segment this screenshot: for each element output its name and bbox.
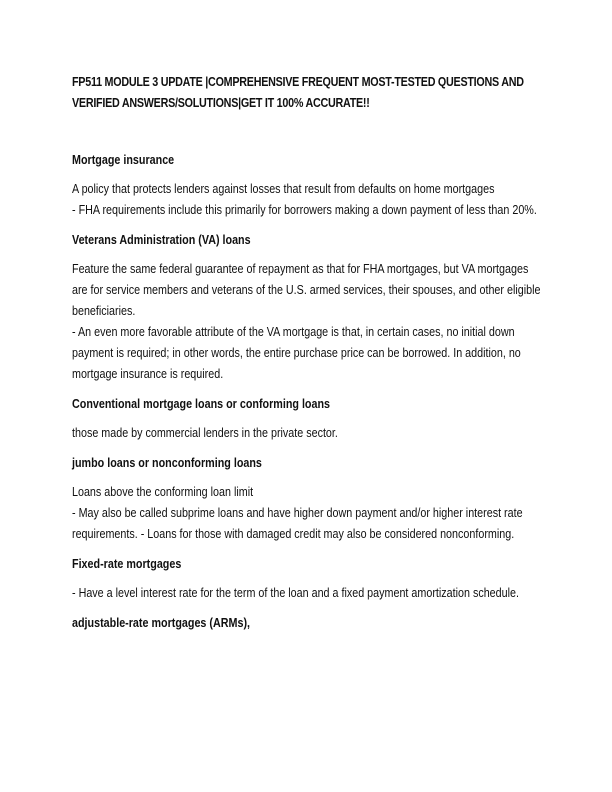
- term-heading: jumbo loans or nonconforming loans: [72, 456, 262, 470]
- term-heading: adjustable-rate mortgages (ARMs),: [72, 616, 251, 630]
- term-definition: Loans above the conforming loan limit - May also be called subprime loans and have higher down payment and/or higher interest rate requirements. - Loans for those with damaged credit may also be considered nonconforming.: [72, 485, 523, 541]
- entry-va-loans: [72, 230, 543, 385]
- flashcard-list: [72, 150, 543, 642]
- entry-fixed-rate-mortgages: [72, 554, 543, 604]
- entry-mortgage-insurance: [72, 150, 543, 221]
- term-heading: Fixed-rate mortgages: [72, 557, 182, 571]
- entry-adjustable-rate-mortgages: [72, 613, 543, 633]
- term-definition: Feature the same federal guarantee of repayment as that for FHA mortgages, but VA mortgages are for service members and veterans of the U.S. armed services, their spouses, and other eligible beneficiaries. - An even more favorable attribute of the VA mortgage is that, in certain cases, no initial down payment is required; in other words, the entire purchase price can be borrowed. In addition, no mortgage insurance is required.: [72, 262, 541, 381]
- entry-conventional-loans: [72, 394, 543, 444]
- term-definition: those made by commercial lenders in the private sector.: [72, 426, 338, 440]
- document-title: FP511 MODULE 3 UPDATE |COMPREHENSIVE FREQUENT MOST-TESTED QUESTIONS AND VERIFIED ANSWERS/SOLUTIONS|GET IT 100% ACCURATE!!: [72, 75, 524, 110]
- term-definition: A policy that protects lenders against losses that result from defaults on home mortgages - FHA requirements include this primarily for borrowers making a down payment of less than 20%.: [72, 182, 537, 217]
- term-heading: Veterans Administration (VA) loans: [72, 233, 251, 247]
- entry-jumbo-loans: [72, 453, 543, 545]
- term-heading: Mortgage insurance: [72, 153, 175, 167]
- term-definition: - Have a level interest rate for the term of the loan and a fixed payment amortization schedule.: [72, 586, 519, 600]
- term-heading: Conventional mortgage loans or conforming loans: [72, 397, 331, 411]
